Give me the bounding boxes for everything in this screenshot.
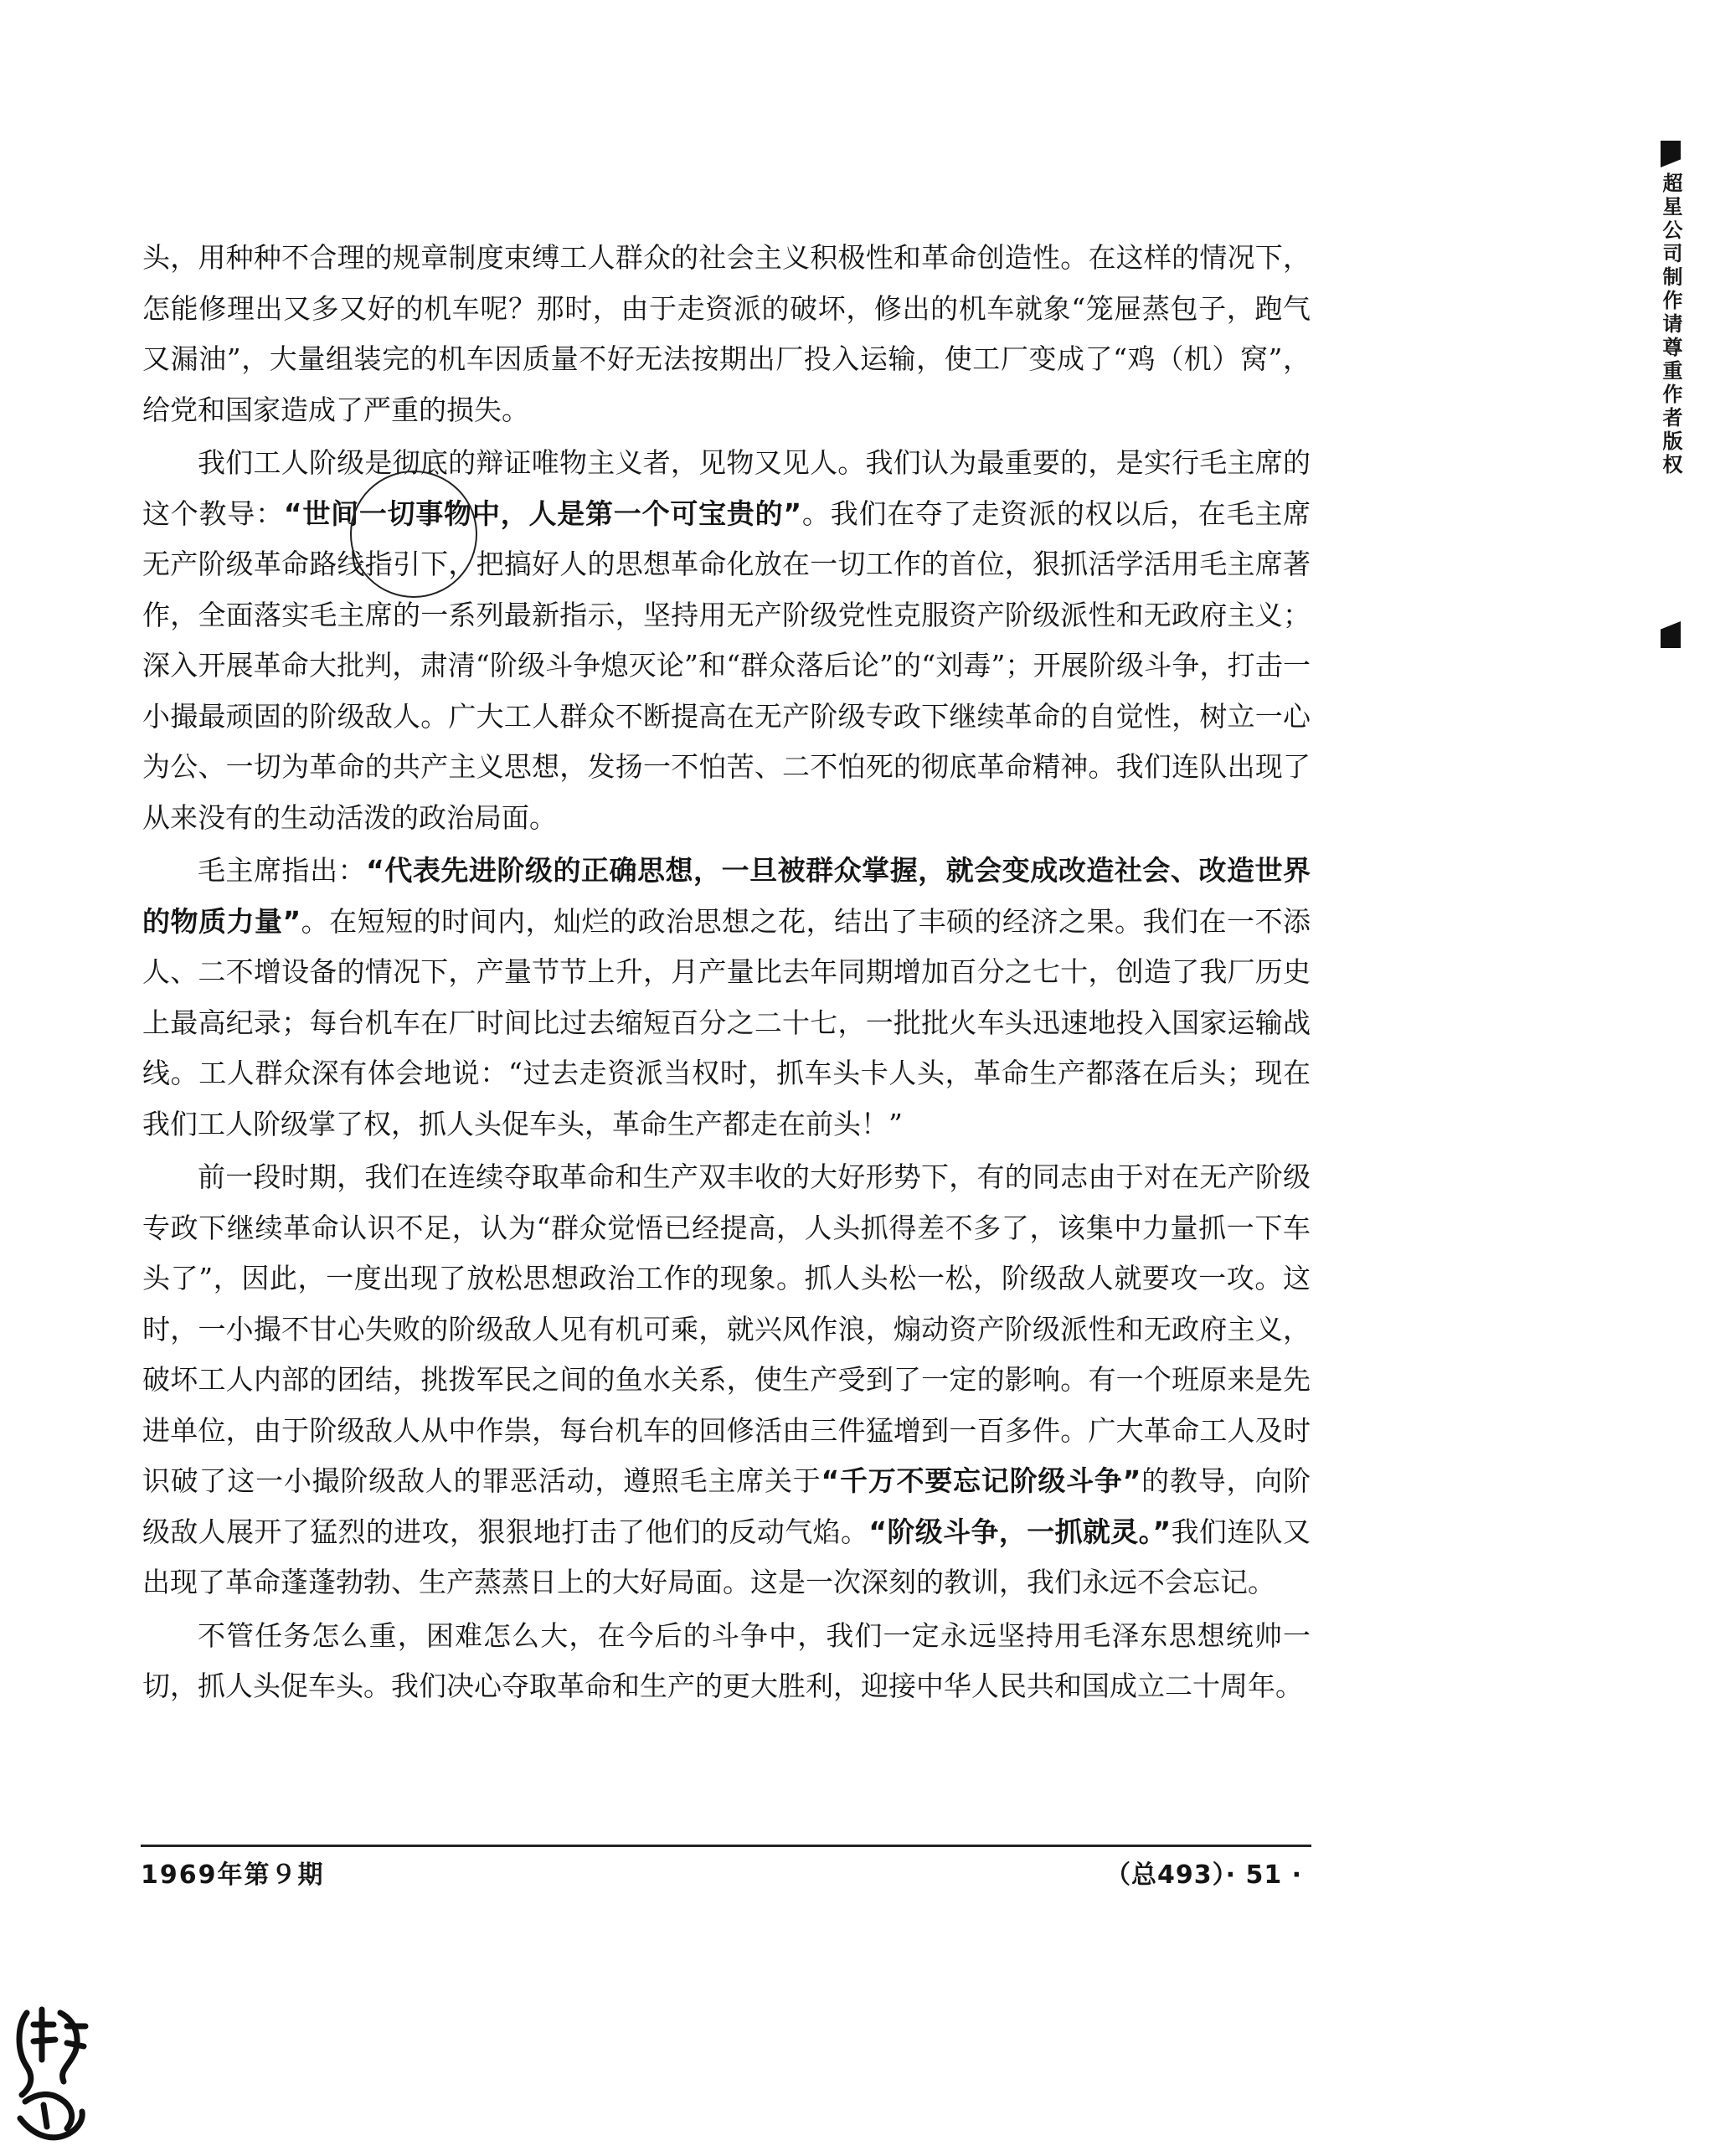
issue-label: 1969年第９期 xyxy=(141,1860,325,1890)
bold-quote: “阶级斗争，一抓就灵。” xyxy=(868,1515,1172,1548)
copyright-notice: 超星公司制作请尊重作者版权 xyxy=(1659,172,1682,477)
text-run: 的教导，向阶级敌人展开了猛烈的进攻，狠狠地打击了他们的反动气焰。 xyxy=(142,1464,1311,1548)
paragraph xyxy=(142,233,1311,435)
footer-rule xyxy=(141,1845,1311,1847)
text-run: 毛主席指出： xyxy=(198,854,367,887)
paragraph xyxy=(142,846,1311,1150)
text-run: 头，用种种不合理的规章制度束缚工人群众的社会主义积极性和革命创造性。在这样的情况下，怎能修理出又多又好的机车呢？那时，由于走资派的破坏，修出的机车就象“笼屉蒸包子，跑气又漏油”，大量组装完的机车因质量不好无法按期出厂投入运输，使工厂变成了“鸡（机）窝”，给党和国家造成了严重的损失。 xyxy=(142,241,1311,426)
bold-quote: “世间一切事物中，人是第一个可宝贵的” xyxy=(283,497,802,530)
paragraph xyxy=(142,1152,1311,1608)
text-run: 我们工人阶级是彻底的辩证唯物主义者，见物又见人。我们认为最重要的，是实行毛主席的这个教导： xyxy=(142,446,1311,530)
article-body xyxy=(142,233,1311,1715)
text-run: 前一段时期，我们在连续夺取革命和生产双丰收的大好形势下，有的同志由于对在无产阶级专政下继续革命认识不足，认为“群众觉悟已经提高，人头抓得差不多了，该集中力量抓一下车头了”，因此，一度出现了放松思想政治工作的现象。抓人头松一松，阶级敌人就要攻一攻。这时，一小撮不甘心失败的阶级敌人见有机可乘，就兴风作浪，煽动资产阶级派性和无政府主义，破坏工人内部的团结，挑拨军民之间的鱼水关系，使生产受到了一定的影响。有一个班原来是先进单位，由于阶级敌人从中作祟，每台机车的回修活由三件猛增到一百多件。广大革命工人及时识破了这一小撮阶级敌人的罪恶活动，遵照毛主席关于 xyxy=(142,1160,1311,1497)
tab-bar-bottom xyxy=(1661,621,1681,648)
text-run: 我们连队又出现了革命蓬蓬勃勃、生产蒸蒸日上的大好局面。这是一次深刻的教训，我们永远不会忘记。 xyxy=(142,1515,1311,1598)
duxiu-seal-logo xyxy=(8,2001,92,2148)
tab-bar-top xyxy=(1661,141,1681,167)
bold-quote: “代表先进阶级的正确思想，一旦被群众掌握，就会变成改造社会、改造世界的物质力量” xyxy=(142,854,1311,938)
copyright-side-tab xyxy=(1654,141,1687,648)
page-number: （总493）· 51 · xyxy=(1105,1860,1303,1890)
paragraph xyxy=(142,438,1311,843)
paragraph xyxy=(142,1611,1311,1712)
bold-quote: “千万不要忘记阶级斗争” xyxy=(821,1464,1141,1497)
text-run: 。在短短的时间内，灿烂的政治思想之花，结出了丰硕的经济之果。我们在一不添人、二不增设备的情况下，产量节节上升，月产量比去年同期增加百分之七十，创造了我厂历史上最高纪录；每台机车在厂时间比过去缩短百分之二十七，一批批火车头迅速地投入国家运输战线。工人群众深有体会地说：“过去走资派当权时，抓车头卡人头，革命生产都落在后头；现在我们工人阶级掌了权，抓人头促车头，革命生产都走在前头！” xyxy=(142,904,1311,1140)
text-run: 不管任务怎么重，困难怎么大，在今后的斗争中，我们一定永远坚持用毛泽东思想统帅一切，抓人头促车头。我们决心夺取革命和生产的更大胜利，迎接中华人民共和国成立二十周年。 xyxy=(142,1618,1311,1702)
text-run: 。我们在夺了走资派的权以后，在毛主席无产阶级革命路线指引下，把搞好人的思想革命化放在一切工作的首位，狠抓活学活用毛主席著作，全面落实毛主席的一系列最新指示，坚持用无产阶级党性克服资产阶级派性和无政府主义；深入开展革命大批判，肃清“阶级斗争熄灭论”和“群众落后论”的“刘毒”；开展阶级斗争，打击一小撮最顽固的阶级敌人。广大工人群众不断提高在无产阶级专政下继续革命的自觉性，树立一心为公、一切为革命的共产主义思想，发扬一不怕苦、二不怕死的彻底革命精神。我们连队出现了从来没有的生动活泼的政治局面。 xyxy=(142,497,1311,834)
